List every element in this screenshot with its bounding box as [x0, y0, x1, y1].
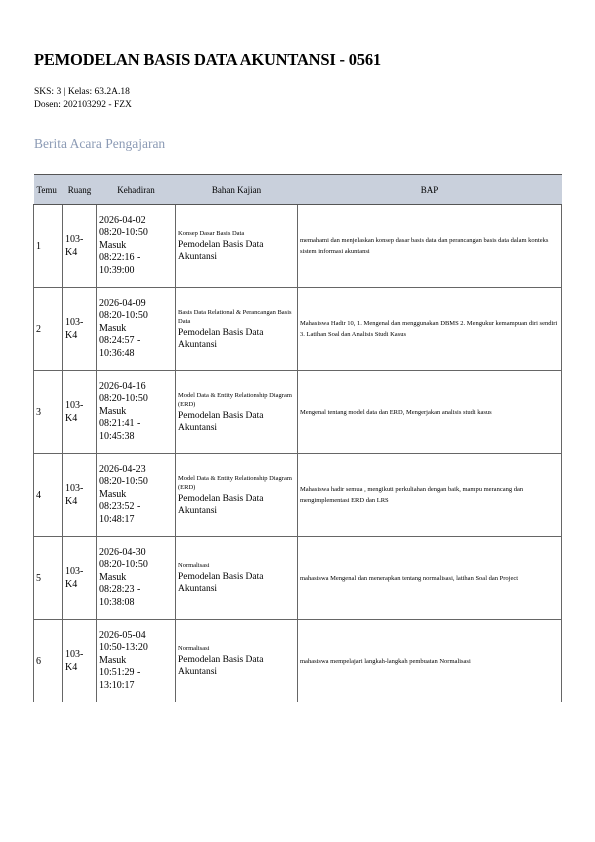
table-row — [34, 537, 562, 620]
room-cell: 103-K4 — [63, 288, 97, 371]
attendance-end: 10:36:48 — [99, 347, 135, 359]
meeting-date: 2026-04-09 — [99, 297, 146, 309]
bap-cell: memahami dan menjelaskan konsep dasar basis data dan perancangan basis data dalam konteks sistem informasi akuntansi — [298, 205, 562, 288]
attendance-status: Masuk — [99, 571, 127, 583]
column-header-bap: BAP — [298, 175, 562, 205]
meeting-number: 4 — [34, 454, 63, 537]
course-name: Pemodelan Basis Data Akuntansi — [178, 410, 264, 433]
topic-cell — [176, 620, 298, 703]
meeting-date: 2026-04-16 — [99, 380, 146, 392]
column-header-kehadiran: Kehadiran — [97, 175, 176, 205]
topic-cell — [176, 205, 298, 288]
table-row — [34, 205, 562, 288]
meeting-schedule: 08:20-10:50 — [99, 476, 148, 488]
attendance-end: 10:48:17 — [99, 513, 135, 525]
attendance-cell — [97, 537, 176, 620]
attendance-cell — [97, 371, 176, 454]
course-info: SKS: 3 | Kelas: 63.2A.18 — [34, 87, 130, 97]
meeting-number: 3 — [34, 371, 63, 454]
attendance-cell — [97, 620, 176, 703]
topic-name: Basis Data Relational & Perancangan Basis Data — [178, 308, 292, 325]
bap-cell: Mahasiswa hadir semua , mengikuti perkuliahan dengan baik, mampu merancang dan mengimplementasi ERD dan LRS — [298, 454, 562, 537]
column-header-ruang: Ruang — [63, 175, 97, 205]
bap-cell: Mahasiswa Hadir 10, 1. Mengenal dan menggunakan DBMS 2. Mengukur kemampuan diri sendiri 3. Latihan Soal dan Analisis Studi Kasus — [298, 288, 562, 371]
bap-cell: Mengenal tentang model data dan ERD, Mengerjakan analisis studi kasus — [298, 371, 562, 454]
topic-cell — [176, 537, 298, 620]
course-name: Pemodelan Basis Data Akuntansi — [178, 571, 264, 594]
course-name: Pemodelan Basis Data Akuntansi — [178, 493, 264, 516]
column-header-bahan-kajian: Bahan Kajian — [176, 175, 298, 205]
section-title: Berita Acara Pengajaran — [34, 136, 166, 151]
meeting-date: 2026-04-30 — [99, 546, 146, 558]
meeting-schedule: 10:50-13:20 — [99, 642, 148, 654]
column-header-temu: Temu — [34, 175, 63, 205]
attendance-table — [33, 174, 562, 702]
attendance-time: 08:24:57 - — [99, 335, 141, 347]
lecturer-info: Dosen: 202103292 - FZX — [34, 100, 132, 110]
topic-name: Model Data & Entity Relationship Diagram (ERD) — [178, 474, 292, 491]
attendance-time: 08:21:41 - — [99, 418, 141, 430]
meeting-number: 5 — [34, 537, 63, 620]
meeting-number: 1 — [34, 205, 63, 288]
table-row — [34, 371, 562, 454]
attendance-status: Masuk — [99, 239, 127, 251]
attendance-end: 10:45:38 — [99, 430, 135, 442]
table-header-row — [34, 175, 562, 205]
attendance-end: 10:38:08 — [99, 596, 135, 608]
course-name: Pemodelan Basis Data Akuntansi — [178, 327, 264, 350]
attendance-end: 10:39:00 — [99, 264, 135, 276]
room-cell: 103-K4 — [63, 620, 97, 703]
course-name: Pemodelan Basis Data Akuntansi — [178, 654, 264, 677]
meeting-schedule: 08:20-10:50 — [99, 310, 148, 322]
attendance-time: 08:28:23 - — [99, 584, 141, 596]
attendance-status: Masuk — [99, 654, 127, 666]
meeting-date: 2026-05-04 — [99, 629, 146, 641]
meeting-schedule: 08:20-10:50 — [99, 559, 148, 571]
page-title: PEMODELAN BASIS DATA AKUNTANSI - 0561 — [34, 50, 381, 69]
attendance-time: 08:22:16 - — [99, 252, 141, 264]
attendance-time: 08:23:52 - — [99, 501, 141, 513]
topic-name: Konsep Dasar Basis Data — [178, 230, 245, 238]
room-cell: 103-K4 — [63, 205, 97, 288]
meeting-schedule: 08:20-10:50 — [99, 227, 148, 239]
attendance-time: 10:51:29 - — [99, 667, 141, 679]
meeting-number: 2 — [34, 288, 63, 371]
meeting-schedule: 08:20-10:50 — [99, 393, 148, 405]
attendance-cell — [97, 205, 176, 288]
room-cell: 103-K4 — [63, 537, 97, 620]
attendance-status: Masuk — [99, 322, 127, 334]
attendance-end: 13:10:17 — [99, 679, 135, 691]
meeting-number: 6 — [34, 620, 63, 703]
room-cell: 103-K4 — [63, 371, 97, 454]
topic-cell — [176, 288, 298, 371]
course-name: Pemodelan Basis Data Akuntansi — [178, 239, 264, 262]
bap-cell: mahasiswa Mengenal dan menerapkan tentang normalisasi, latihan Soal dan Project — [298, 537, 562, 620]
topic-name: Normalisasi — [178, 562, 210, 570]
attendance-status: Masuk — [99, 488, 127, 500]
attendance-status: Masuk — [99, 405, 127, 417]
topic-cell — [176, 371, 298, 454]
meeting-date: 2026-04-23 — [99, 463, 146, 475]
bap-cell: mahasiswa mempelajari langkah-langkah pembuatan Normalisasi — [298, 620, 562, 703]
room-cell: 103-K4 — [63, 454, 97, 537]
topic-name: Normalisasi — [178, 645, 210, 653]
topic-cell — [176, 454, 298, 537]
attendance-cell — [97, 454, 176, 537]
table-row — [34, 288, 562, 371]
meeting-date: 2026-04-02 — [99, 214, 146, 226]
topic-name: Model Data & Entity Relationship Diagram (ERD) — [178, 391, 292, 408]
table-row — [34, 454, 562, 537]
table-row — [34, 620, 562, 703]
attendance-cell — [97, 288, 176, 371]
